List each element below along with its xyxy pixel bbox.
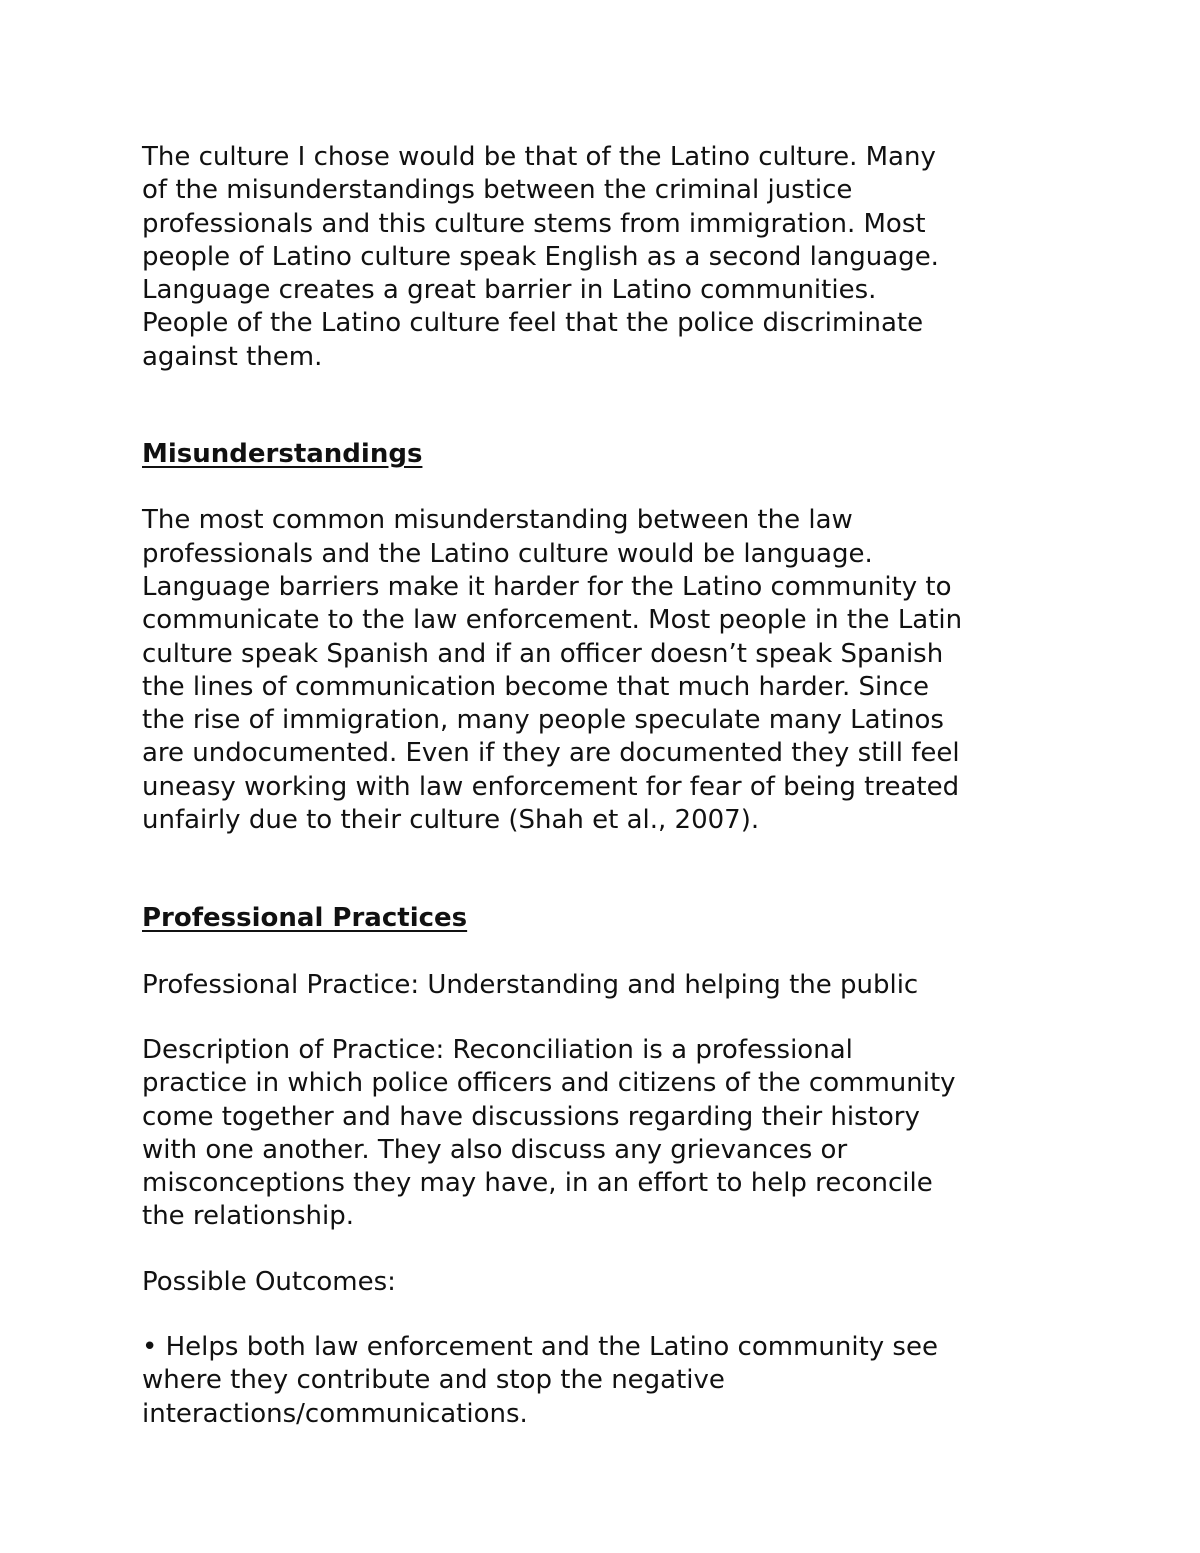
- document-body: [142, 141, 1072, 1431]
- misunderstandings-paragraph: The most common misunderstanding between the law professionals and the Latino culture would be language. Language barriers make it harder for the Latino community to communicate to the law enforcement. Most people in the Latin culture speak Spanish and if an officer doesn’t speak Spanish the lines of communication become that much harder. Since the rise of immigration, many people speculate many Latinos are undocumented. Even if they are documented they still feel uneasy working with law enforcement for fear of being treated unfairly due to their culture (Shah et al., 2007).: [142, 505, 963, 836]
- section-heading-professional-practices: Professional Practices: [142, 903, 468, 934]
- practice-title: Professional Practice: Understanding and helping the public: [142, 969, 919, 1000]
- outcome-bullet-item: [142, 1331, 1072, 1431]
- bullet-icon: •: [142, 1332, 158, 1363]
- outcomes-label: Possible Outcomes:: [142, 1266, 396, 1297]
- intro-paragraph: The culture I chose would be that of the Latino culture. Many of the misunderstandings between the criminal justice professionals and this culture stems from immigration. Most people of Latino culture speak English as a second language. Language creates a great barrier in Latino communities. People of the Latino culture feel that the police discriminate against them.: [142, 142, 939, 372]
- practice-description: Description of Practice: Reconciliation is a professional practice in which police officers and citizens of the community come together and have discussions regarding their history with one another. They also discuss any grievances or misconceptions they may have, in an effort to help reconcile the relationship.: [142, 1034, 956, 1232]
- section-heading-misunderstandings: Misunderstandings: [142, 439, 423, 470]
- outcome-bullet-text: Helps both law enforcement and the Latino community see where they contribute and stop the negative interactions/communications.: [142, 1332, 938, 1429]
